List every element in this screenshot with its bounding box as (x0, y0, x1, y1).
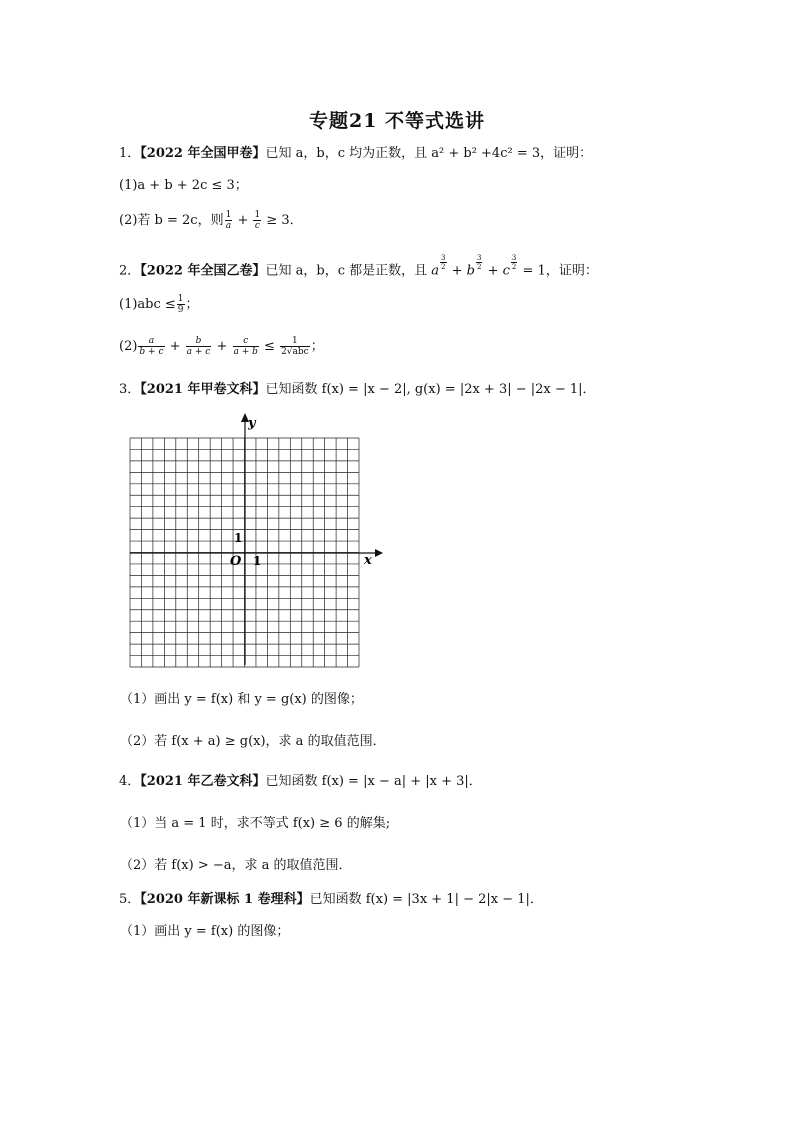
fraction-denominator: a + b (233, 347, 258, 357)
problem-2-number: 2． (119, 263, 141, 279)
x-unit-label: 1 (253, 554, 262, 568)
problem-2-part-2: (2) $\frac{a}{b + c}$ + $\frac{b}{a + c}$ + $\frac{c}{a + b}$ ≤ $\frac{1}{\text{2√abc}}$ ； (119, 336, 324, 357)
problem-1-part-2: (2)若 b = 2c，则 $\frac{1}{a}$ + $\frac{1}{c}$ ≥ 3． (119, 210, 303, 231)
fraction-numerator: 1 (254, 210, 261, 220)
y-unit-label: 1 (234, 531, 243, 545)
problem-5-source-tag: 【2020 年新课标 1 卷理科】 (140, 892, 310, 907)
problem-2-part-2-pre: (2) (119, 339, 138, 354)
exponent-numerator: 3 (477, 254, 482, 262)
exponent-denominator: 2 (441, 263, 446, 271)
problem-2-source-tag: 【2022 年全国乙卷】 (140, 263, 266, 279)
problem-1-part-2-pre: (2)若 b = 2c，则 (119, 213, 224, 228)
fraction-numerator: 1 (225, 210, 232, 220)
problem-1-text: 已知 a，b，c 均为正数，且 a² + b² +4c² = 3，证明： (265, 146, 593, 161)
problem-1-stem (119, 144, 592, 164)
problem-1-part-1: (1)a + b + 2c ≤ 3； (119, 178, 248, 193)
fraction-denominator: 9 (177, 305, 184, 315)
origin-label: O (230, 554, 242, 569)
problem-1-number: 1． (119, 146, 141, 161)
problem-2-text-pre: 已知 a，b，c 都是正数，且 (265, 263, 428, 279)
fraction-numerator: 1 (280, 336, 310, 347)
fraction-1-over-9 (177, 294, 185, 315)
problem-3-stem (119, 380, 596, 400)
problem-3-source-tag: 【2021 年甲卷文科】 (140, 382, 266, 397)
fraction-c-over-a-plus-b (233, 336, 259, 357)
problem-4-number: 4． (119, 774, 141, 789)
exponent-3-over-2 (511, 254, 517, 271)
exponent-numerator: 3 (511, 254, 517, 262)
problem-5-part-1: （1）画出 y = f(x) 的图像； (120, 924, 290, 939)
problem-1-source-tag: 【2022 年全国甲卷】 (140, 146, 266, 161)
problem-4-source-tag: 【2021 年乙卷文科】 (140, 774, 266, 789)
x-axis-arrow-icon (375, 549, 383, 557)
problem-3-number: 3． (119, 382, 141, 397)
problem-3-text: 已知函数 f(x) = |x − 2|, g(x) = |2x + 3| − |2x − 1|． (265, 382, 596, 397)
problem-2-part-2-post: ； (310, 339, 324, 354)
fraction-denominator: b + c (139, 347, 164, 357)
problem-5-stem (119, 890, 543, 910)
problem-2-part-1-post: ； (185, 297, 199, 312)
fraction-numerator: b (186, 336, 212, 347)
exponent-3-over-2 (440, 254, 446, 271)
problem-5-number: 5． (119, 892, 141, 907)
fraction-1-over-a (225, 210, 233, 231)
y-axis-label: y (248, 416, 256, 431)
problem-4-part-2: （2）若 f(x) > −a，求 a 的取值范围． (120, 858, 352, 873)
fraction-numerator: c (233, 336, 259, 347)
x-axis-label: x (364, 553, 372, 568)
problem-1-part-2-post: ≥ 3． (266, 213, 303, 228)
problem-2-text-post: = 1，证明： (522, 263, 598, 279)
fraction-numerator: 1 (177, 294, 184, 304)
problem-3-part-2: （2）若 f(x + a) ≥ g(x)，求 a 的取值范围． (120, 734, 386, 749)
exponent-denominator: 2 (477, 263, 482, 271)
fraction-1-over-2-sqrt-abc (280, 336, 310, 357)
problem-2-part-1-pre: (1)abc ≤ (119, 297, 176, 312)
exponent-denominator: 2 (511, 263, 517, 271)
problem-2-part-1 (119, 294, 199, 315)
fraction-b-over-a-plus-c (186, 336, 212, 357)
problem-5-text: 已知函数 f(x) = |3x + 1| − 2|x − 1|． (309, 892, 543, 907)
problem-4-stem (119, 772, 482, 792)
exponent-3-over-2 (476, 254, 482, 271)
fraction-denominator: a + c (186, 347, 211, 357)
fraction-1-over-c (253, 210, 261, 231)
problem-4-text: 已知函数 f(x) = |x − a| + |x + 3|． (265, 774, 482, 789)
problem-3-part-1: （1）画出 y = f(x) 和 y = g(x) 的图像； (120, 692, 363, 707)
page-title: 专题21 不等式选讲 (308, 110, 486, 132)
fraction-numerator: a (138, 336, 164, 347)
fraction-a-over-b-plus-c (138, 336, 164, 357)
fraction-denominator: c (254, 221, 260, 231)
fraction-denominator: a (225, 221, 232, 231)
exponent-numerator: 3 (441, 254, 446, 262)
fraction-denominator: 2√abc (281, 347, 309, 357)
coordinate-grid (120, 410, 390, 670)
problem-2-stem: 2．【2022 年全国乙卷】已知 a，b，c 都是正数，且 a $\frac{3}{2}$ + b $\frac{3}{2}$ + c $\frac{3}{2}$ = 1，证明： (119, 254, 598, 279)
problem-4-part-1: （1）当 a = 1 时，求不等式 f(x) ≥ 6 的解集; (120, 816, 391, 831)
